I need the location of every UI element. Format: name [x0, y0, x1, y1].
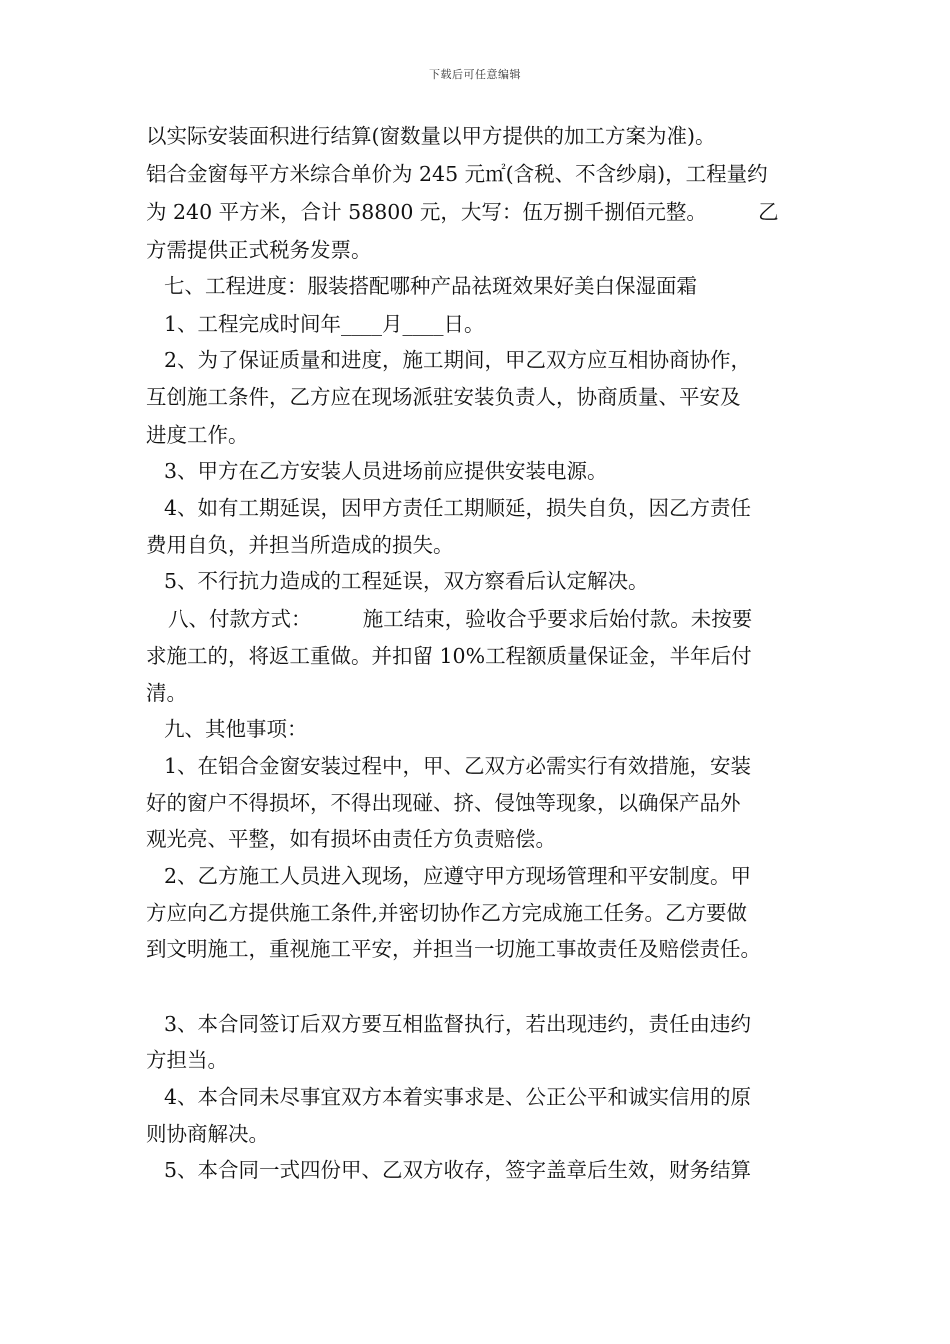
body-line: 则协商解决。: [146, 1122, 269, 1146]
section-heading: 九、其他事项：: [164, 717, 308, 741]
body-line: 互创施工条件，乙方应在现场派驻安装负责人，协商质量、平安及: [146, 385, 741, 409]
body-line: 观光亮、平整，如有损坏由责任方负责赔偿。: [146, 827, 556, 851]
body-line: 4、如有工期延误，因甲方责任工期顺延，损失自负，因乙方责任: [164, 496, 752, 520]
body-line: 3、本合同签订后双方要互相监督执行，若出现违约，责任由违约: [164, 1012, 752, 1036]
body-line: 到文明施工，重视施工平安，并担当一切施工事故责任及赔偿责任。: [146, 937, 761, 961]
section-heading: 七、工程进度：服装搭配哪种产品祛斑效果好美白保湿面霜: [164, 274, 697, 298]
body-line: 清。: [146, 681, 187, 705]
body-line: 5、本合同一式四份甲、乙双方收存，签字盖章后生效，财务结算: [164, 1158, 752, 1182]
body-line: 方应向乙方提供施工条件,并密切协作乙方完成施工任务。乙方要做: [146, 901, 748, 925]
body-line: 3、甲方在乙方安装人员进场前应提供安装电源。: [164, 459, 608, 483]
body-line: 2、为了保证质量和进度，施工期间，甲乙双方应互相协商协作，: [164, 348, 752, 372]
body-line: 方担当。: [146, 1048, 228, 1072]
body-line: 方需提供正式税务发票。: [146, 238, 372, 262]
body-line: 费用自负，并担当所造成的损失。: [146, 533, 454, 557]
page-header: 下载后可任意编辑: [429, 68, 521, 81]
body-line: 进度工作。: [146, 423, 249, 447]
body-line: 求施工的，将返工重做。并扣留 10%工程额质量保证金，半年后付: [146, 644, 752, 668]
body-line: 5、不行抗力造成的工程延误，双方察看后认定解决。: [164, 569, 649, 593]
body-line: 1、工程完成时间年____月____日。: [164, 312, 485, 336]
body-line: 铝合金窗每平方米综合单价为 245 元㎡(含税、不含纱扇)，工程量约: [146, 162, 768, 186]
body-line: 2、乙方施工人员进入现场，应遵守甲方现场管理和平安制度。甲: [164, 864, 752, 888]
body-line: 好的窗户不得损坏，不得出现碰、挤、侵蚀等现象，以确保产品外: [146, 791, 741, 815]
body-line: 1、在铝合金窗安装过程中，甲、乙双方必需实行有效措施，安装: [164, 754, 752, 778]
section-heading: 八、付款方式： 施工结束，验收合乎要求后始付款。未按要: [168, 607, 753, 631]
body-line: 为 240 平方米，合计 58800 元，大写：伍万捌千捌佰元整。 乙: [146, 200, 779, 224]
body-line: 4、本合同未尽事宜双方本着实事求是、公正公平和诚实信用的原: [164, 1085, 752, 1109]
body-line: 以实际安装面积进行结算(窗数量以甲方提供的加工方案为准)。: [146, 124, 716, 148]
